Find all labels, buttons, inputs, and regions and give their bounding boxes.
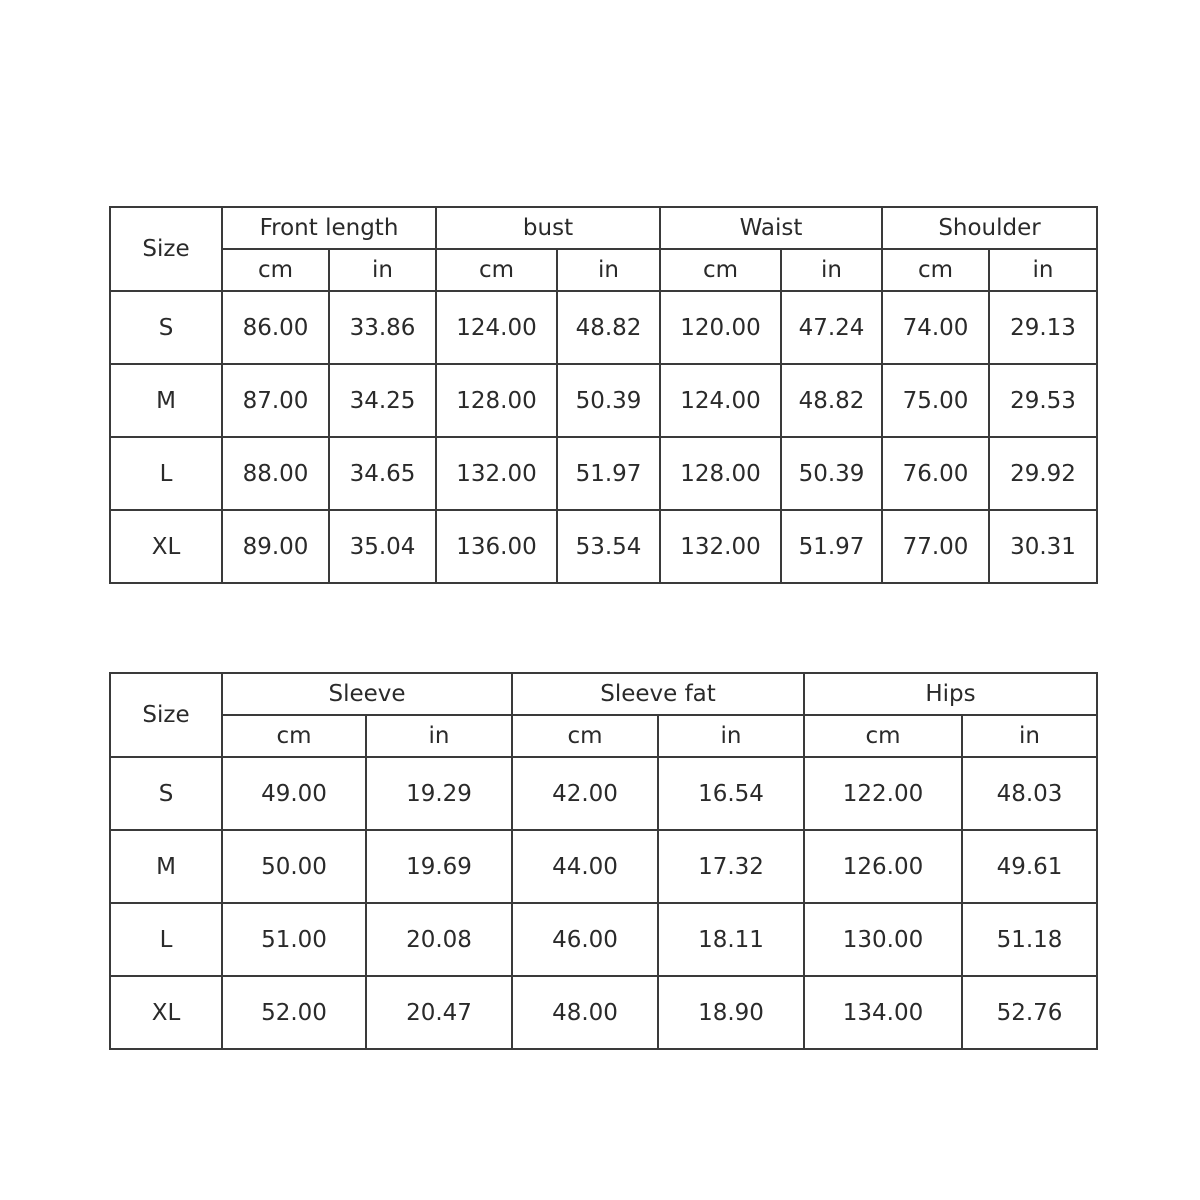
- unit-header: in: [658, 715, 804, 757]
- header-sleeve: Sleeve: [222, 673, 512, 715]
- unit-header: cm: [660, 249, 781, 291]
- size-chart-table-1: [109, 206, 1098, 584]
- table-cell: 47.24: [781, 291, 882, 364]
- table-cell: 128.00: [660, 437, 781, 510]
- size-cell: L: [110, 903, 222, 976]
- unit-header: cm: [222, 715, 366, 757]
- table-header-row: [110, 207, 1097, 249]
- table-cell: 77.00: [882, 510, 989, 583]
- table-cell: 18.90: [658, 976, 804, 1049]
- size-cell: M: [110, 364, 222, 437]
- table-cell: 29.53: [989, 364, 1097, 437]
- table-cell: 52.76: [962, 976, 1097, 1049]
- table-cell: 29.92: [989, 437, 1097, 510]
- size-cell: L: [110, 437, 222, 510]
- header-bust: bust: [436, 207, 660, 249]
- table-cell: 50.39: [781, 437, 882, 510]
- table-cell: 48.82: [557, 291, 660, 364]
- table-cell: 75.00: [882, 364, 989, 437]
- table-cell: 51.97: [557, 437, 660, 510]
- header-hips: Hips: [804, 673, 1097, 715]
- header-front-length: Front length: [222, 207, 436, 249]
- table-row: [110, 437, 1097, 510]
- table-cell: 51.18: [962, 903, 1097, 976]
- table-cell: 44.00: [512, 830, 658, 903]
- table-cell: 34.25: [329, 364, 436, 437]
- header-shoulder: Shoulder: [882, 207, 1097, 249]
- unit-header: cm: [512, 715, 658, 757]
- size-cell: XL: [110, 976, 222, 1049]
- table-cell: 88.00: [222, 437, 329, 510]
- unit-header-row: [110, 715, 1097, 757]
- table-cell: 50.39: [557, 364, 660, 437]
- unit-header: cm: [222, 249, 329, 291]
- unit-header: in: [366, 715, 512, 757]
- table-cell: 48.82: [781, 364, 882, 437]
- table-cell: 128.00: [436, 364, 557, 437]
- unit-header: cm: [804, 715, 962, 757]
- table-row: [110, 976, 1097, 1049]
- table-cell: 124.00: [660, 364, 781, 437]
- table-row: [110, 291, 1097, 364]
- table-cell: 126.00: [804, 830, 962, 903]
- header-waist: Waist: [660, 207, 882, 249]
- unit-header: cm: [882, 249, 989, 291]
- table-cell: 132.00: [436, 437, 557, 510]
- table-cell: 48.00: [512, 976, 658, 1049]
- table-row: [110, 757, 1097, 830]
- table-cell: 50.00: [222, 830, 366, 903]
- unit-header: in: [781, 249, 882, 291]
- table-cell: 86.00: [222, 291, 329, 364]
- table-cell: 134.00: [804, 976, 962, 1049]
- size-cell: XL: [110, 510, 222, 583]
- table-cell: 18.11: [658, 903, 804, 976]
- table-cell: 122.00: [804, 757, 962, 830]
- table-cell: 20.08: [366, 903, 512, 976]
- table-cell: 48.03: [962, 757, 1097, 830]
- table-cell: 124.00: [436, 291, 557, 364]
- table-cell: 74.00: [882, 291, 989, 364]
- unit-header-row: [110, 249, 1097, 291]
- header-sleeve-fat: Sleeve fat: [512, 673, 804, 715]
- table-cell: 120.00: [660, 291, 781, 364]
- table-row: [110, 364, 1097, 437]
- table-cell: 87.00: [222, 364, 329, 437]
- table-cell: 30.31: [989, 510, 1097, 583]
- table-cell: 51.97: [781, 510, 882, 583]
- size-chart-table-2: [109, 672, 1098, 1050]
- table-cell: 42.00: [512, 757, 658, 830]
- size-cell: S: [110, 757, 222, 830]
- table-cell: 34.65: [329, 437, 436, 510]
- unit-header: in: [989, 249, 1097, 291]
- table-row: [110, 903, 1097, 976]
- table-cell: 53.54: [557, 510, 660, 583]
- unit-header: in: [557, 249, 660, 291]
- unit-header: cm: [436, 249, 557, 291]
- table-cell: 35.04: [329, 510, 436, 583]
- size-cell: S: [110, 291, 222, 364]
- table-row: [110, 510, 1097, 583]
- table-cell: 17.32: [658, 830, 804, 903]
- table-cell: 49.00: [222, 757, 366, 830]
- table-cell: 136.00: [436, 510, 557, 583]
- table-cell: 52.00: [222, 976, 366, 1049]
- table-cell: 16.54: [658, 757, 804, 830]
- table-cell: 29.13: [989, 291, 1097, 364]
- table-cell: 20.47: [366, 976, 512, 1049]
- table-cell: 33.86: [329, 291, 436, 364]
- table-cell: 89.00: [222, 510, 329, 583]
- table-cell: 19.29: [366, 757, 512, 830]
- table-cell: 46.00: [512, 903, 658, 976]
- table-cell: 19.69: [366, 830, 512, 903]
- size-cell: M: [110, 830, 222, 903]
- table-cell: 132.00: [660, 510, 781, 583]
- table-cell: 51.00: [222, 903, 366, 976]
- table-cell: 130.00: [804, 903, 962, 976]
- table-row: [110, 830, 1097, 903]
- unit-header: in: [962, 715, 1097, 757]
- size-column-header: Size: [110, 673, 222, 757]
- size-column-header: Size: [110, 207, 222, 291]
- table-cell: 76.00: [882, 437, 989, 510]
- table-header-row: [110, 673, 1097, 715]
- unit-header: in: [329, 249, 436, 291]
- table-cell: 49.61: [962, 830, 1097, 903]
